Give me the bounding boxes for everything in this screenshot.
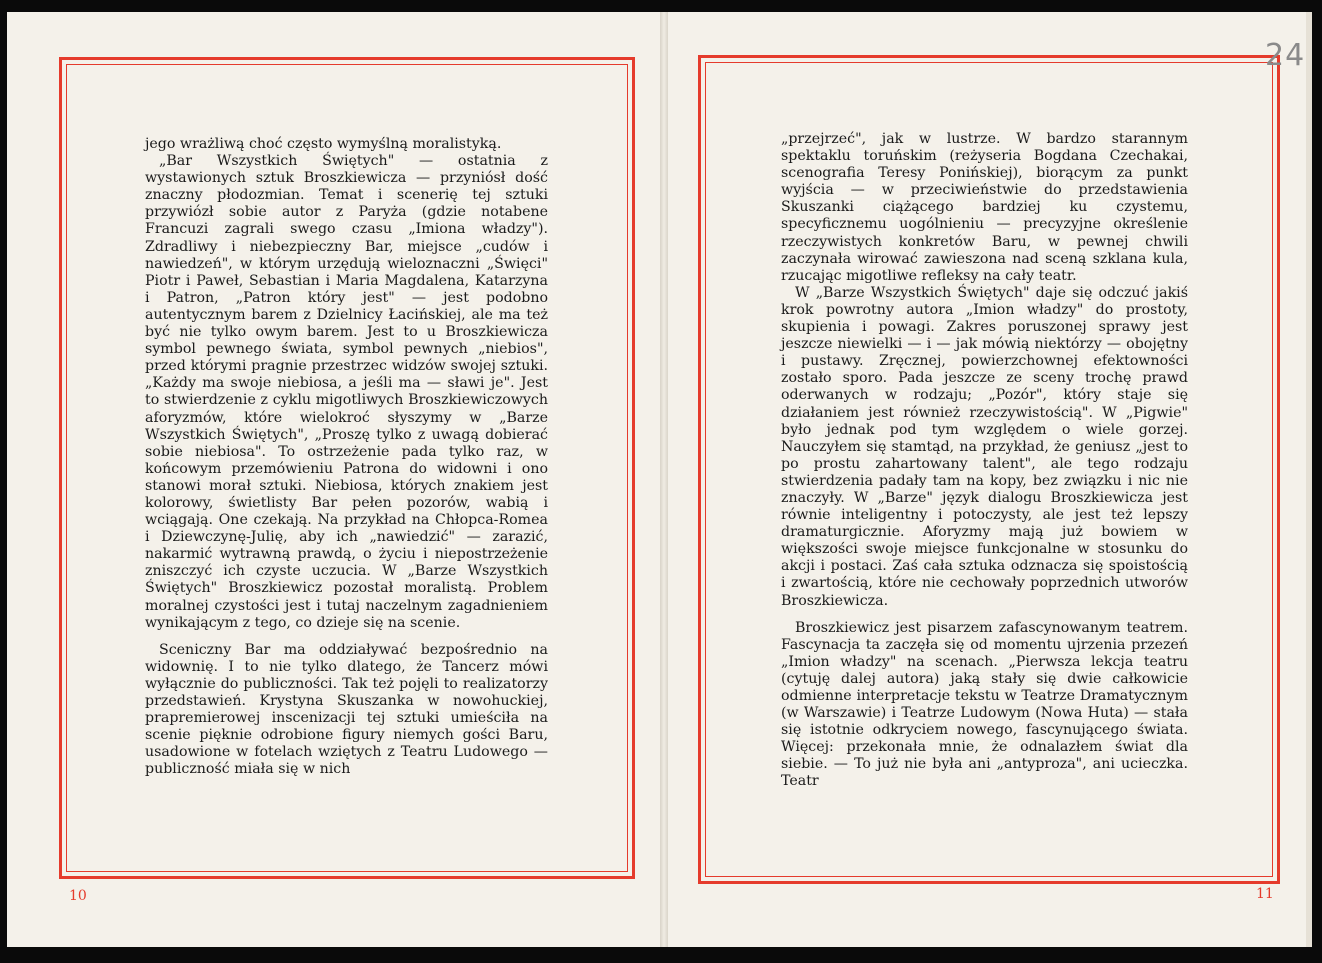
right-page	[668, 12, 1308, 947]
pencil-annotation: 24	[1265, 38, 1306, 73]
left-page-text	[145, 136, 548, 778]
page-number: 11	[1256, 886, 1274, 902]
page-number: 10	[69, 888, 87, 904]
paragraph: jego wrażliwą choć często wymyślną moralistyką.	[145, 136, 502, 152]
page-edge	[1306, 12, 1312, 947]
left-page	[7, 12, 662, 947]
paragraph: Broszkiewicz jest pisarzem zafascynowanym teatrem. Fascynacja ta zaczęła się od momentu ujrzenia przezeń „Imion władzy" na scenach. „Pierwsza lekcja teatru (cytuję dalej autora) jaką stały się dwie całkowicie odmienne interpretacje tekstu w Teatrze Dramatycznym (w Warszawie) i Teatrze Ludowym (Nowa Huta) — stała się istotnie odkryciem nowego, fascynującego świata. Więcej: przekonała mnie, że odnalazłem świat dla siebie. — To już nie była ani „antyproza", ani ucieczka. Teatr	[781, 619, 1188, 790]
right-page-text	[781, 131, 1188, 791]
paragraph: Sceniczny Bar ma oddziaływać bezpośrednio na widownię. I to nie tylko dlatego, że Tancerz mówi wyłącznie do publiczności. Tak też pojęli to realizatorzy przedstawień. Krystyna Skuszanka w nowohuckiej, prapremierowej inscenizacji tej sztuki umieściła na scenie pięknie odrobione figury niemych gości Baru, usadowione w fotelach wziętych z Teatru Ludowego — publiczność miała się w nich	[145, 641, 548, 778]
paragraph: „przejrzeć", jak w lustrze. W bardzo starannym spektaklu toruńskim (reżyseria Bogdana Czechakai, scenografia Teresy Ponińskiej), biorącym za punkt wyjścia — w przeciwieństwie do przedstawienia Skuszanki ciążącego bardziej ku czystemu, specyficznemu uogólnieniu — precyzyjne określenie rzeczywistych konkretów Baru, w pewnej chwili zaczynała wirować zawieszona nad sceną szklana kula, rzucając migotliwe refleksy na cały teatr.	[781, 131, 1188, 284]
paragraph: W „Barze Wszystkich Świętych" daje się odczuć jakiś krok powrotny autora „Imion władzy" do prostoty, skupienia i powagi. Zakres poruszonej sprawy jest jeszcze niewielki — i — jak mówią niektórzy — obojętny i pustawy. Zręcznej, powierzchownej efektowności zostało sporo. Pada jeszcze ze sceny trochę prawd oderwanych w rodzaju; „Pozór", który staje się działaniem jest również rzeczywistością". W „Pigwie" było jednak pod tym względem o wiele gorzej. Nauczyłem się stamtąd, na przykład, że geniusz „jest to po prostu zahartowany talent", ale tego rodzaju stwierdzenia padały tam na kopy, bez związku i nic nie znaczyły. W „Barze" język dialogu Broszkiewicza jest równie inteligentny i potoczysty, ale jest też lepszy dramaturgicznie. Aforyzmy mają już bowiem w większości swoje miejsce funkcjonalne w stosunku do akcji i postaci. Zaś cała sztuka odznacza się spoistością i zwartością, które nie cechowały poprzednich utworów Broszkiewicza.	[781, 284, 1188, 609]
paragraph: „Bar Wszystkich Świętych" — ostatnia z wystawionych sztuk Broszkiewicza — przyniósł dość znaczny płodozmian. Temat i scenerię tej sztuki przywiózł sobie autor z Paryża (gdzie notabene Francuzi zagrali swego czasu „Imiona władzy"). Zdradliwy i niebezpieczny Bar, miejsce „cudów i nawiedzeń", w którym urzędują wieloznaczni „Święci" Piotr i Paweł, Sebastian i Maria Magdalena, Katarzyna i Patron, „Patron który jest" — jest podobno autentycznym barem z Dzielnicy Łacińskiej, ale ma też być nie tylko owym barem. Jest to u Broszkiewicza symbol pewnego świata, symbol pewnych „niebios", przed którymi pragnie przestrzec widzów swojej sztuki. „Każdy ma swoje niebiosa, a jeśli ma — sławi je". Jest to stwierdzenie z cyklu migotliwych Broszkiewiczowych aforyzmów, które wielokroć słyszymy w „Barze Wszystkich Świętych", „Proszę tylko z uwagą dobierać sobie niebiosa". To ostrzeżenie pada tylko raz, w końcowym przemówieniu Patrona do widowni i ono stanowi morał sztuki. Niebiosa, których znakiem jest kolorowy, świetlisty Bar pełen pozorów, wabią i wciągają. One czekają. Na przykład na Chłopca-Romea i Dziewczynę-Julię, aby ich „nawiedzić" — zarazić, nakarmić wytrawną prawdą, o życiu i niepostrzeżenie zniszczyć ich czyste uczucia. W „Barze Wszystkich Świętych" Broszkiewicz pozostał moralistą. Problem moralnej czystości jest i tutaj naczelnym zagadnieniem wynikającym z tego, co dzieje się na scenie.	[145, 153, 548, 631]
